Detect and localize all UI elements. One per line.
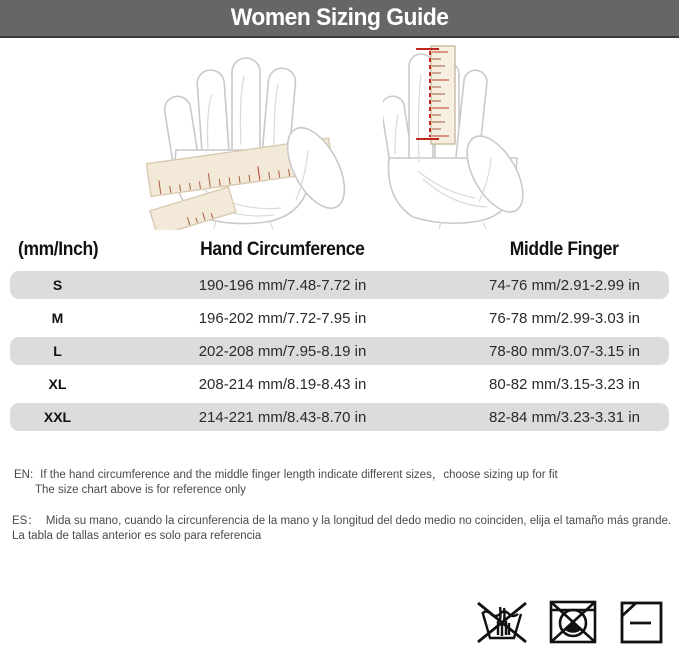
size-label: S — [52, 277, 63, 293]
page-title: Women Sizing Guide — [230, 4, 449, 31]
note-es-line1: Mida su mano, cuando la circunferencia de la mano y la longitud del dedo medio no coinciden, elija el tamaño más grande. — [45, 515, 672, 527]
column-header-unit: (mm/Inch) — [18, 239, 99, 260]
hand-circumference-value: 196-202 mm/7.72-7.95 in — [198, 309, 367, 327]
column-header-hand-circumference: Hand Circumference — [200, 239, 365, 260]
table-row-xxl — [10, 403, 669, 431]
measurement-illustrations — [0, 44, 679, 230]
table-row-xl — [10, 370, 669, 398]
column-header-middle-finger: Middle Finger — [510, 239, 619, 260]
dry-in-shade-icon — [617, 599, 665, 645]
note-english — [14, 468, 558, 498]
size-label: XL — [48, 376, 67, 392]
page-header — [0, 0, 679, 38]
table-row-l — [10, 337, 669, 365]
hand-circumference-value: 208-214 mm/8.19-8.43 in — [198, 375, 367, 393]
middle-finger-value: 76-78 mm/2.99-3.03 in — [489, 309, 640, 327]
do-not-hand-wash-icon — [475, 599, 529, 645]
note-en-line1: If the hand circumference and the middle finger length indicate different sizes，choose sizing up for fit — [40, 469, 558, 481]
size-table — [10, 234, 669, 431]
hand-circumference-illustration — [146, 50, 354, 230]
note-spanish — [12, 514, 671, 544]
size-table-header — [10, 234, 669, 266]
hand-circumference-value: 190-196 mm/7.48-7.72 in — [198, 276, 367, 294]
size-label: XXL — [43, 409, 72, 425]
size-label: L — [53, 343, 62, 359]
do-not-tumble-dry-icon — [548, 599, 598, 645]
note-es-line2: La tabla de tallas anterior es solo para referencia — [12, 530, 262, 542]
size-label: M — [51, 310, 64, 326]
middle-finger-value: 80-82 mm/3.15-3.23 in — [489, 375, 640, 393]
hand-circumference-value: 202-208 mm/7.95-8.19 in — [198, 342, 367, 360]
note-en-line2: The size chart above is for reference only — [35, 484, 246, 496]
middle-finger-value: 82-84 mm/3.23-3.31 in — [489, 408, 640, 426]
note-en-label: EN: — [14, 469, 34, 481]
middle-finger-value: 78-80 mm/3.07-3.15 in — [489, 342, 640, 360]
table-row-m — [10, 304, 669, 332]
middle-finger-illustration — [383, 44, 543, 230]
note-es-label: ES： — [12, 515, 39, 527]
hand-circumference-value: 214-221 mm/8.43-8.70 in — [198, 408, 367, 426]
care-instruction-icons — [475, 599, 665, 645]
middle-finger-value: 74-76 mm/2.91-2.99 in — [489, 276, 640, 294]
table-row-s — [10, 271, 669, 299]
